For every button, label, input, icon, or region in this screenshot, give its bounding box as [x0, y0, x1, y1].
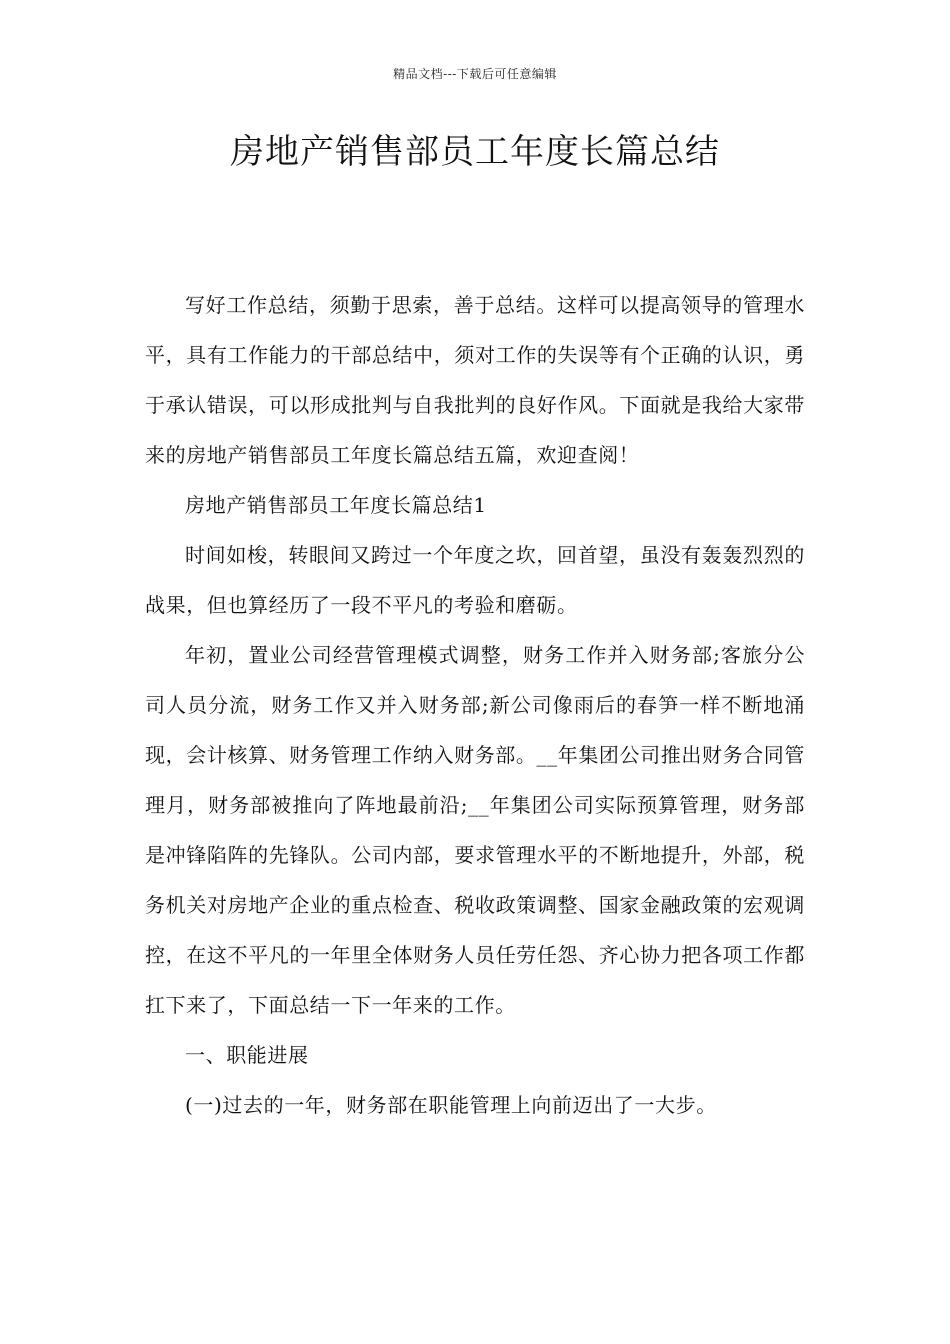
document-title: 房地产销售部员工年度长篇总结 [230, 132, 720, 172]
document-body [145, 280, 805, 1130]
body-paragraph: 时间如梭，转眼间又跨过一个年度之坎，回首望，虽没有轰轰烈烈的战果，但也算经历了一段不平凡的考验和磨砺。 [145, 543, 805, 617]
intro-paragraph: 写好工作总结，须勤于思索，善于总结。这样可以提高领导的管理水平，具有工作能力的干部总结中，须对工作的失误等有个正确的认识，勇于承认错误，可以形成批判与自我批判的良好作风。下面就是我给大家带来的房地产销售部员工年度长篇总结五篇，欢迎查阅！ [145, 293, 805, 467]
body-paragraph: 年初，置业公司经营管理模式调整，财务工作并入财务部;客旅分公司人员分流，财务工作又并入财务部;新公司像雨后的春笋一样不断地涌现，会计核算、财务管理工作纳入财务部。__年集团公司推出财务合同管理月，财务部被推向了阵地最前沿;__年集团公司实际预算管理，财务部是冲锋陷阵的先锋队。公司内部，要求管理水平的不断地提升，外部，税务机关对房地产企业的重点检查、税收政策调整、国家金融政策的宏观调控，在这不平凡的一年里全体财务人员任劳任怨、齐心协力把各项工作都扛下来了，下面总结一下一年来的工作。 [145, 643, 805, 1017]
subsection-paragraph: (一)过去的一年，财务部在职能管理上向前迈出了一大步。 [185, 1093, 717, 1117]
section-heading-summary-1: 房地产销售部员工年度长篇总结1 [185, 493, 487, 517]
header-note: 精品文档---下载后可任意编辑 [393, 67, 557, 81]
section-heading-functions: 一、职能进展 [185, 1043, 309, 1067]
